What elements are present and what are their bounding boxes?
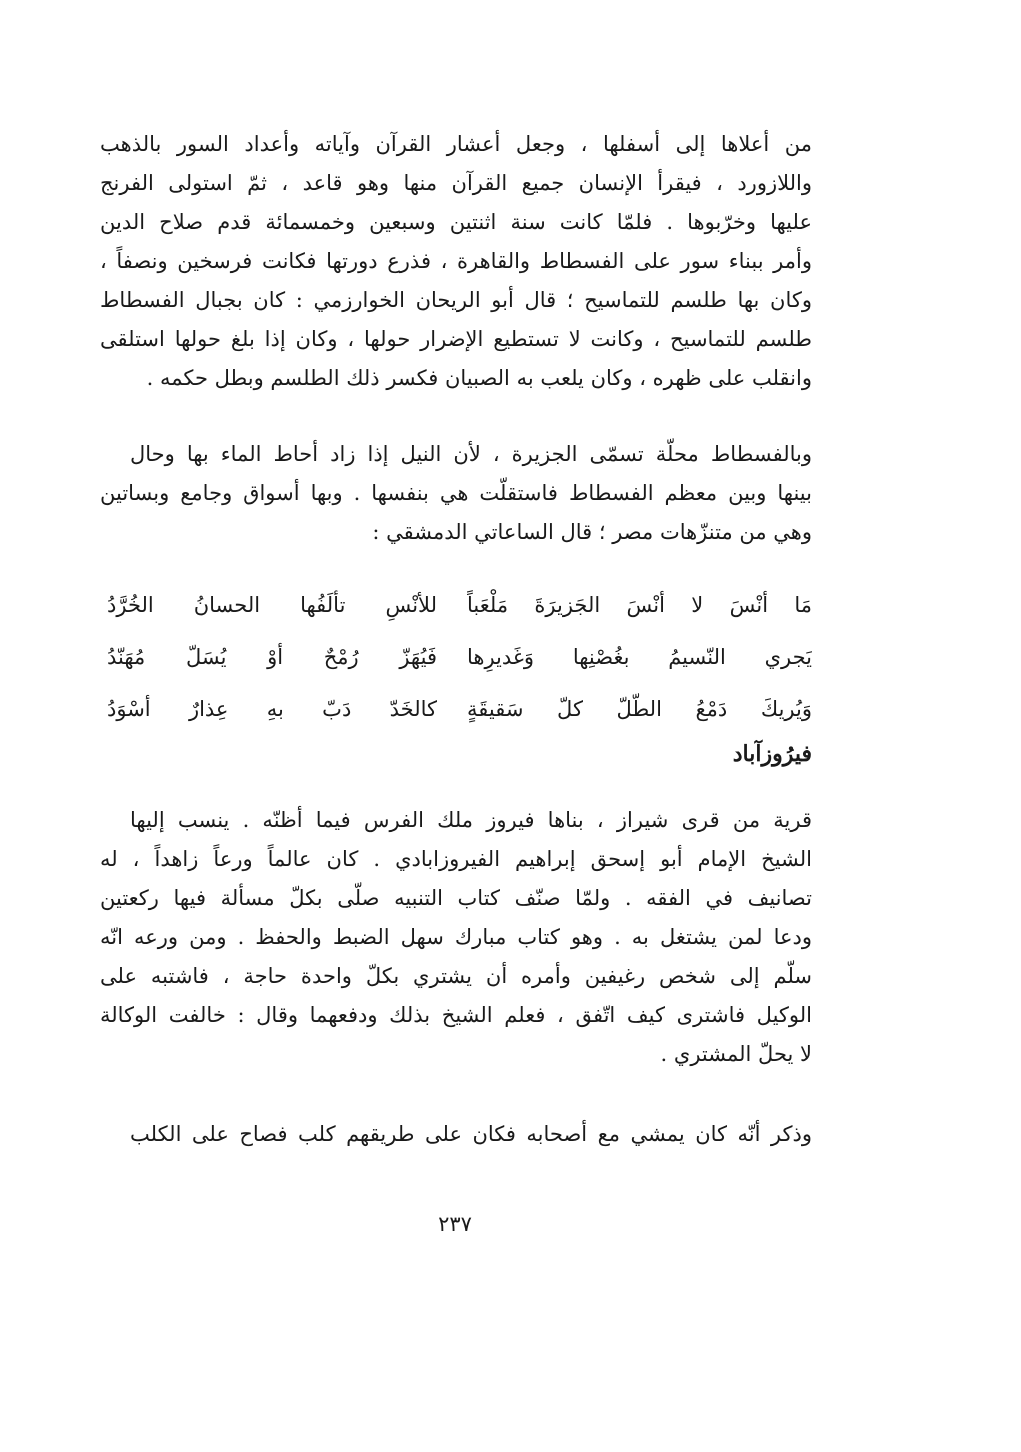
poem-verse [100, 580, 812, 630]
poem-verse [100, 632, 812, 682]
text-line: وأمر ببناء سور على الفسطاط والقاهرة ، فذرع دورتها فكانت فرسخين ونصفاً ، [100, 249, 812, 273]
text-line: واللازورد ، فيقرأ الإنسان جميع القرآن منها وهو قاعد ، ثمّ استولى الفرنج [100, 171, 812, 195]
paragraph-4 [100, 1114, 812, 1159]
text-line: سلّم إلى شخص رغيفين وأمره أن يشتري بكلّ واحدة حاجة ، فاشتبه على [100, 964, 812, 988]
paragraph-1 [100, 124, 812, 414]
page-number: ٢٣٧ [438, 1212, 472, 1236]
text-line: وبالفسطاط محلّة تسمّى الجزيرة ، لأن النيل إذا زاد أحاط الماء بها وحال [130, 442, 812, 466]
paragraph-2 [100, 434, 812, 564]
text-line: لا يحلّ المشتري . [660, 1042, 812, 1066]
paragraph-3 [100, 800, 812, 1090]
text-line: الشيخ الإمام أبو إسحق إبراهيم الفيروزابادي . كان عالماً ورعاً زاهداً ، له [100, 847, 812, 871]
verse-second-hemistich: فَيُهَزّ رُمْحٌ أوْ يُسَلّ مُهَنّدُ [107, 645, 437, 669]
verse-second-hemistich: للأنْسِ تألَفُها الحسانُ الخُرَّدُ [107, 593, 437, 617]
text-line: طلسم للتماسيح ، وكانت لا تستطيع الإضرار حولها ، وكان إذا بلغ حولها استلقى [100, 327, 812, 351]
text-line: وانقلب على ظهره ، وكان يلعب به الصبيان فكسر ذلك الطلسم وبطل حكمه . [146, 366, 812, 390]
text-line: قرية من قرى شيراز ، بناها فيروز ملك الفرس فيما أظنّه . ينسب إليها [130, 808, 812, 832]
text-line: وكان بها طلسم للتماسيح ؛ قال أبو الريحان الخوارزمي : كان بجبال الفسطاط [100, 288, 812, 312]
text-line: عليها وخرّبوها . فلمّا كانت سنة اثنتين وسبعين وخمسمائة قدم صلاح الدين [100, 210, 812, 234]
text-line: بينها وبين معظم الفسطاط فاستقلّت هي بنفسها . وبها أسواق وجامع وبساتين [100, 481, 812, 505]
text-line: تصانيف في الفقه . ولمّا صنّف كتاب التنبيه صلّى بكلّ مسألة فيها ركعتين [100, 886, 812, 910]
verse-second-hemistich: كالخَدّ دَبّ بهِ عِذارٌ أسْوَدُ [107, 697, 437, 721]
poem-verse [100, 684, 812, 734]
text-line: ودعا لمن يشتغل به . وهو كتاب مبارك سهل الضبط والحفظ . ومن ورعه انّه [100, 925, 812, 949]
text-line: من أعلاها إلى أسفلها ، وجعل أعشار القرآن وآياته وأعداد السور بالذهب [100, 132, 812, 156]
section-heading: فيرُوزآباد [732, 741, 812, 767]
text-line: وهي من متنزّهات مصر ؛ قال الساعاتي الدمشقي : [372, 520, 812, 544]
verse-first-hemistich: مَا أنْسَ لا أنْسَ الجَزيرَةَ مَلْعَباً [467, 593, 812, 617]
text-line: وذكر أنّه كان يمشي مع أصحابه فكان على طريقهم كلب فصاح على الكلب [130, 1122, 812, 1146]
verse-first-hemistich: يَجري النّسيمُ بغُصْنِها وَغَديرِها [467, 645, 812, 669]
text-line: الوكيل فاشترى كيف اتّفق ، فعلم الشيخ بذلك ودفعهما وقال : خالفت الوكالة [100, 1003, 812, 1027]
verse-first-hemistich: وَيُريكَ دَمْعُ الطّلّ كلّ سَقيقَةٍ [467, 697, 812, 721]
